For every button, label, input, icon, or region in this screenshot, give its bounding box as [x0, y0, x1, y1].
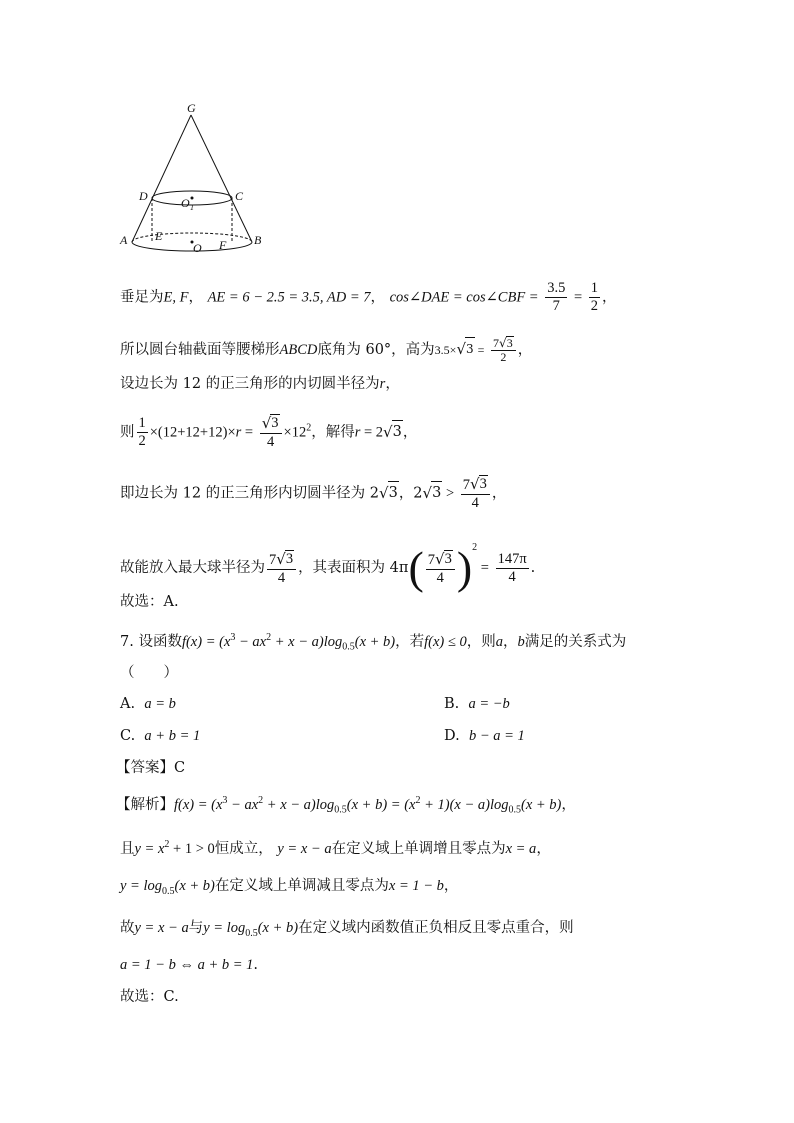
fraction: 7 √ 3 2 — [491, 336, 516, 364]
fraction: √ 3 4 — [260, 414, 282, 451]
cone-figure — [115, 100, 275, 255]
solution-conclusion-c: 故选：C. — [120, 989, 179, 1005]
option-a[interactable]: A. a = b — [120, 696, 176, 712]
analysis-line-4: 故y = x − a与$y = \log_{0.5}(x + b)$在定义域内函数值正负相反且零点重合，则 — [120, 920, 574, 939]
fraction: $\frac{1}{2}$ — [590, 280, 598, 314]
label-o1-sub: 1 — [190, 203, 194, 212]
fraction: $\frac{3.5}{7}$ — [547, 280, 566, 314]
analysis-line-1: 【解析】$f(x) = (x^3 - ax^2 + x - a)\log_{0.5}(x + b) = (x^2 + 1)(x - a)\log_{0.5}(x + b)$， — [116, 795, 576, 816]
label-o: O — [193, 241, 202, 255]
answer-label: 【答案】C — [116, 760, 186, 776]
question-7-stem: 7. 设函数$f(x) = (x^3 - ax^2 + x - a)\log_{0.5}(x + b)$，若f(x) ≤ 0，则a，b满足的关系式为 — [120, 632, 627, 653]
solution-line-6: 故能放入最大球半径为 7 √ 3 4 ，其表面积为 4π( 7 √ 3 4 )$^2$ = $\frac{147\pi}{4}$ . — [120, 542, 536, 593]
sqrt: √ 3 — [383, 420, 403, 443]
option-b[interactable]: B. a = −b — [444, 696, 510, 712]
label-a: A — [120, 233, 128, 247]
analysis-line-3: $y = \log_{0.5}(x + b)$在定义域上单调减且零点为x = 1 − b， — [120, 878, 459, 897]
sqrt: √ 3 — [423, 481, 443, 504]
solution-line-4: 则 $\frac{1}{2}$ ×(12+12+12)×r = √ 3 4 $\times 12^2$，解得r = 2 √ 3 ， — [120, 414, 418, 450]
fraction: 7 √ 3 4 — [267, 550, 296, 587]
fraction: $\frac{1}{2}$ — [138, 415, 146, 449]
label-d: D — [139, 189, 148, 203]
solution-line-5: 即边长为 12 的正三角形内切圆半径为 2 √ 3 ，2 √ 3 > 7 √ 3 4 ， — [120, 475, 507, 511]
solution-line-2: 所以圆台轴截面等腰梯形ABCD底角为 60°，高为3.5× √ 3 = 7 √ 3 2 ， — [120, 336, 533, 364]
question-7-paren: （ ） — [120, 665, 178, 681]
label-b: B — [254, 233, 262, 247]
label-e: E — [155, 229, 163, 243]
solution-conclusion-a: 故选：A. — [120, 594, 179, 610]
sqrt: √ 3 — [379, 481, 399, 504]
fraction: $\frac{147\pi}{4}$ — [497, 550, 527, 585]
label-c: C — [235, 189, 244, 203]
fraction: 7 √ 3 4 — [461, 475, 490, 512]
solution-line-1: 垂足为E, F， AE = 6 − 2.5 = 3.5, AD = 7， cos∠DAE = cos∠CBF = $\frac{3.5}{7}$ = $\frac{1}{2}$ ， — [120, 280, 617, 314]
label-g: G — [187, 101, 196, 115]
option-c[interactable]: C. a + b = 1 — [120, 728, 201, 744]
fraction: 7 √ 3 4 — [426, 550, 455, 587]
sqrt: √ 3 — [456, 337, 474, 360]
solution-line-3: 设边长为 12 的正三角形的内切圆半径为r， — [120, 376, 400, 392]
label-f: F — [219, 238, 227, 252]
label-o1: O — [181, 196, 190, 210]
analysis-line-2: 且$y = x^2 + 1 > 0$恒成立， y = x − a在定义域上单调增且零点为x = a， — [120, 839, 551, 857]
option-d[interactable]: D. b − a = 1 — [444, 728, 525, 744]
analysis-line-5: a = 1 − b ⇔ a + b = 1. — [120, 957, 258, 973]
